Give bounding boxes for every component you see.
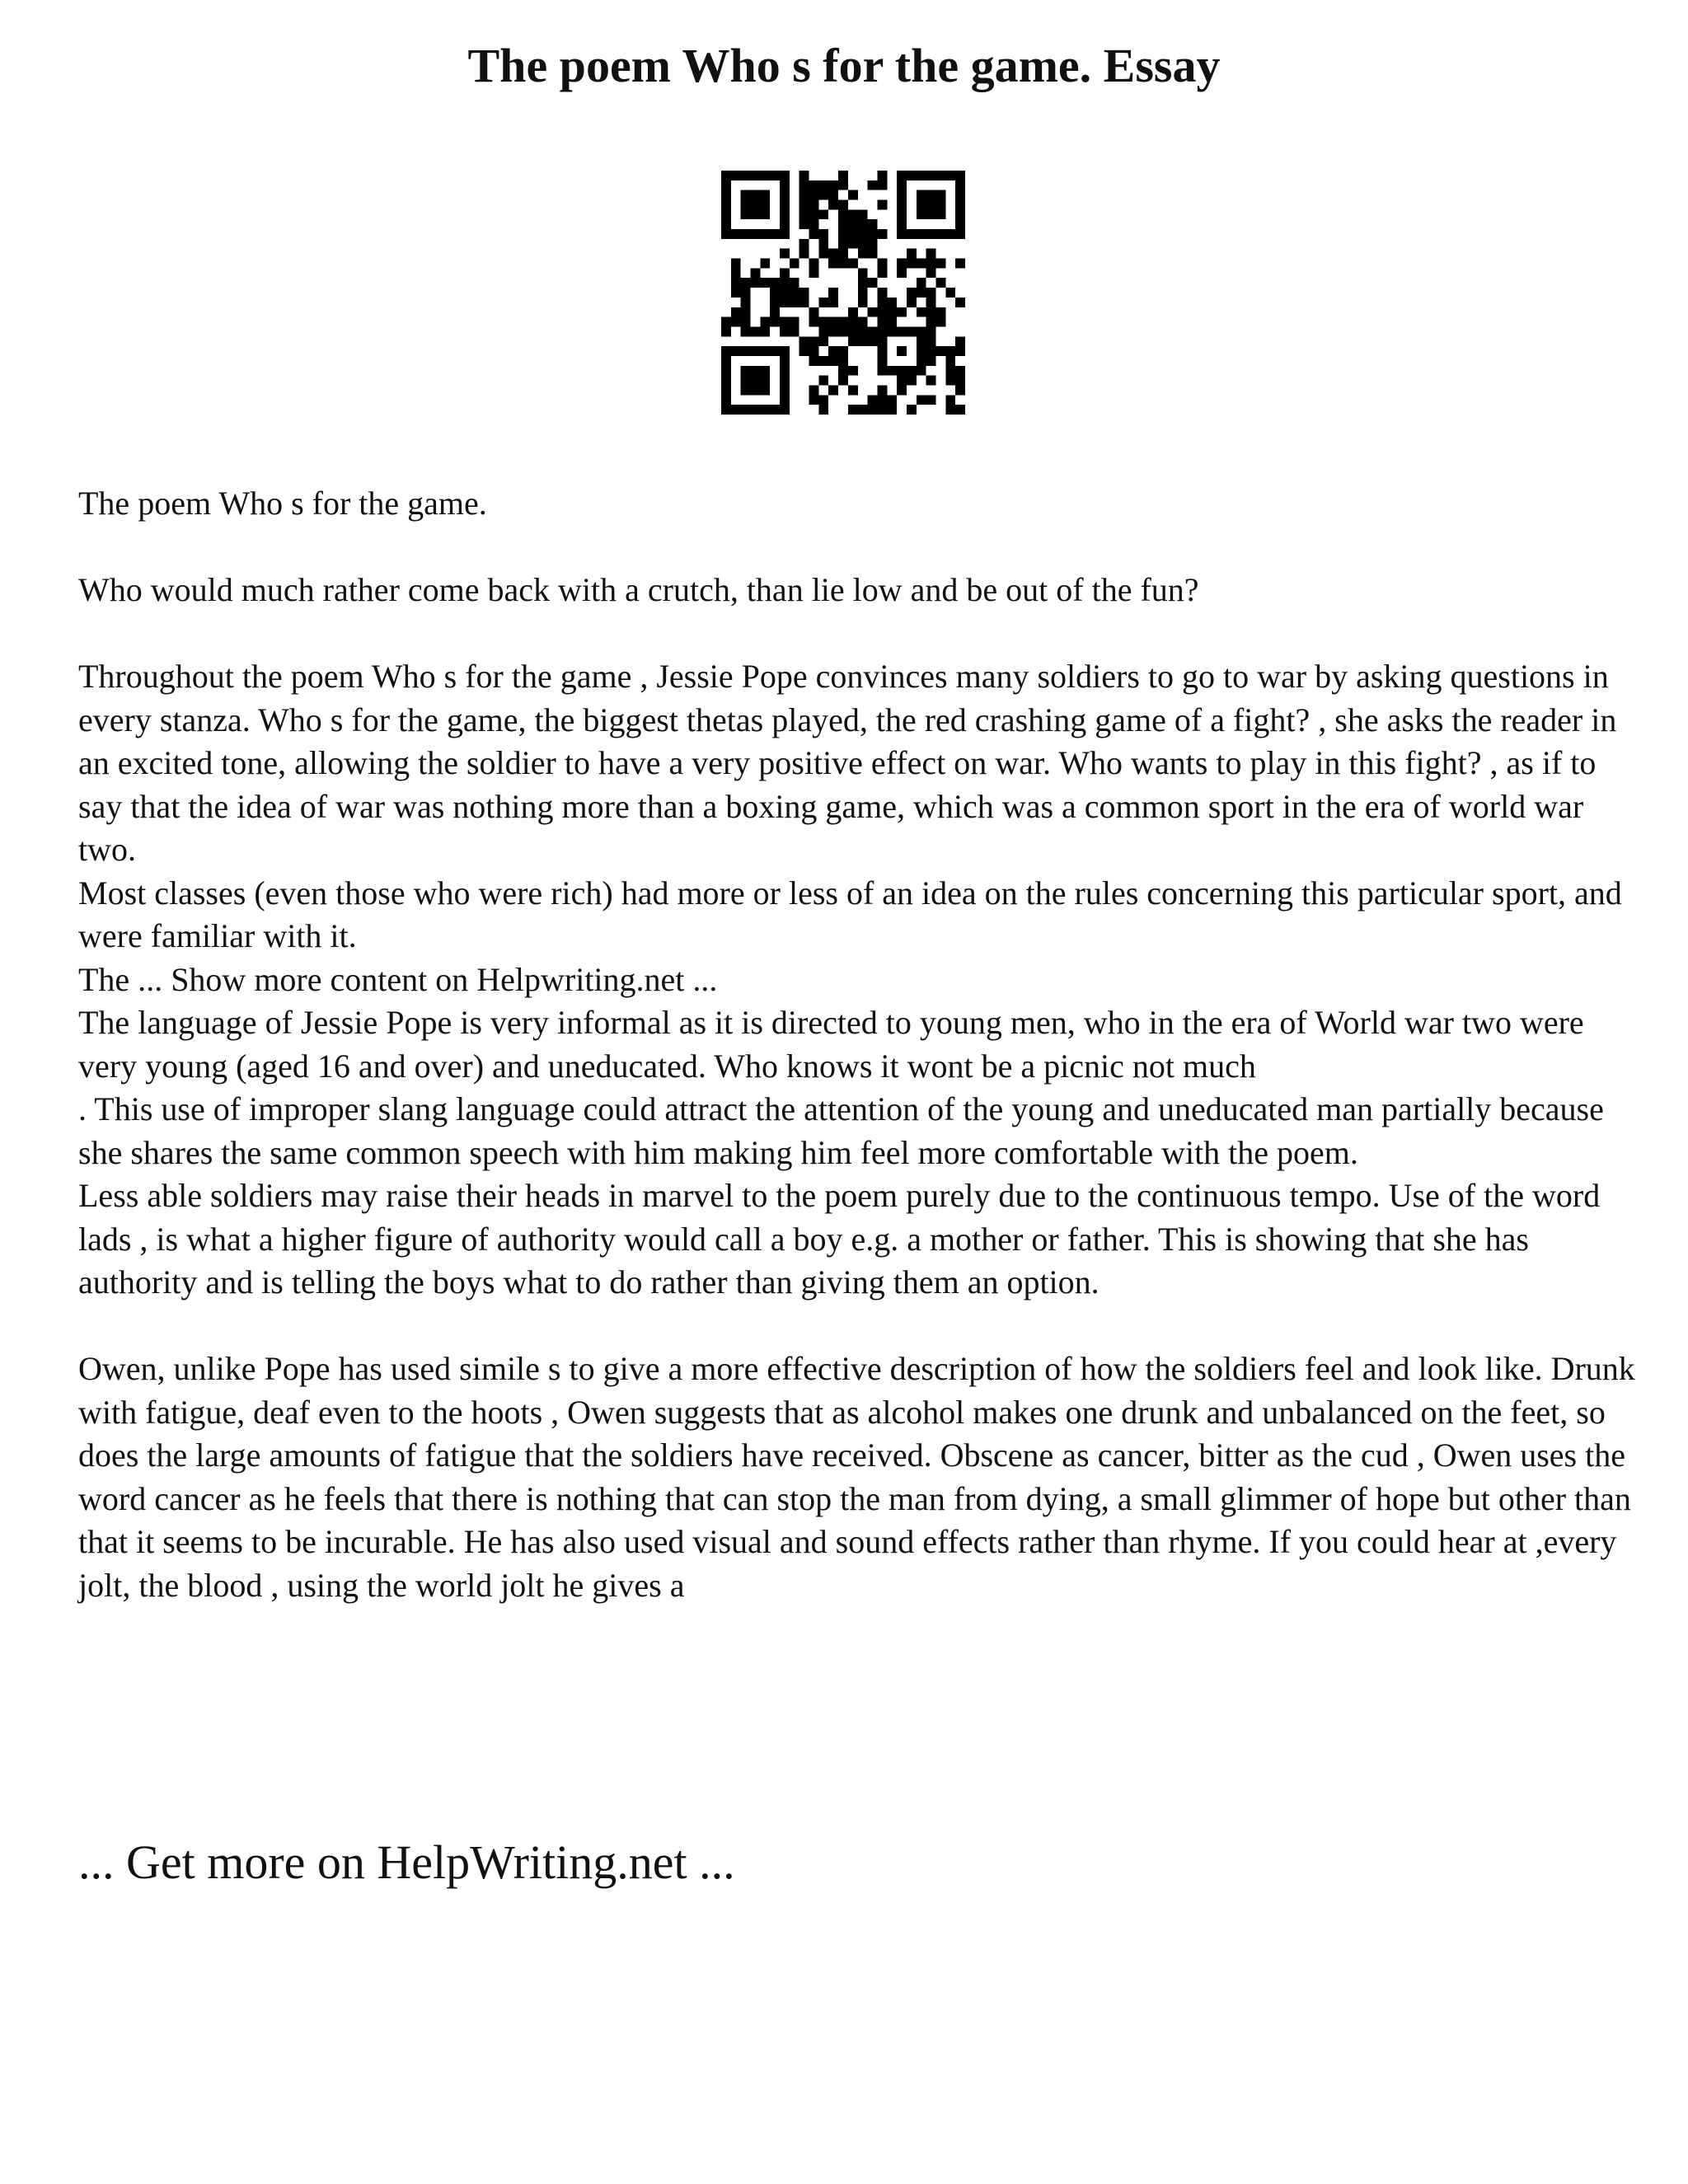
paragraph-intro: The poem Who s for the game. <box>78 485 487 522</box>
paragraph-pope-questions: Throughout the poem Who s for the game , Jessie Pope convinces many soldiers to go to war by asking questions in every stanza. Who s for the game, the biggest thetas played, the red crashing game of a fight? , she asks the reader in an excited tone, allowing the soldier to have a very positive effect on war. Who wants to play in this fight? , as if to say that the idea of war was nothing more than a boxing game, which was a common sport in the era of world war two. <box>78 658 1617 868</box>
essay-body <box>78 482 1644 1607</box>
paragraph-authority: Less able soldiers may raise their heads in marvel to the poem purely due to the continuous tempo. Use of the word lads , is what a higher figure of authority would call a boy e.g. a mother or father. This is showing that she has authority and is telling the boys what to do rather than giving them an option. <box>78 1177 1601 1301</box>
paragraph-spacer <box>78 612 1644 656</box>
paragraph-owen: Owen, unlike Pope has used simile s to give a more effective description of how the soldiers feel and look like. Drunk with fatigue, deaf even to the hoots , Owen suggests that as alcohol makes one drunk and unbalanced on the feet, so does the large amounts of fatigue that the soldiers have received. Obscene as cancer, bitter as the cud , Owen uses the word cancer as he feels that there is nothing that can stop the man from dying, a small glimmer of hope but other than that it seems to be incurable. He has also used visual and sound effects rather than rhyme. If you could hear at ,every jolt, the blood , using the world jolt he gives a <box>78 1350 1635 1604</box>
page-title: The poem Who s for the game. Essay <box>467 39 1221 92</box>
paragraph-language: The language of Jessie Pope is very informal as it is directed to young men, who in the era of World war two were very young (aged 16 and over) and uneducated. Who knows it wont be a picnic not much <box>78 1004 1584 1085</box>
paragraph-quote: Who would much rather come back with a crutch, than lie low and be out of the fun? <box>78 571 1199 608</box>
paragraph-slang: . This use of improper slang language could attract the attention of the young and uneducated man partially because she shares the same common speech with him making him feel more comfortable with the poem. <box>78 1090 1604 1171</box>
paragraph-classes: Most classes (even those who were rich) had more or less of an idea on the rules concerning this particular sport, and were familiar with it. <box>78 874 1622 954</box>
paragraph-show-more: The ... Show more content on Helpwriting.net ... <box>78 960 718 998</box>
get-more-link-text: ... Get more on HelpWriting.net ... <box>78 1835 735 1889</box>
paragraph-spacer <box>78 526 1644 569</box>
qr-code-graphic <box>721 171 965 415</box>
qr-code <box>721 171 965 415</box>
paragraph-spacer <box>78 1305 1644 1348</box>
